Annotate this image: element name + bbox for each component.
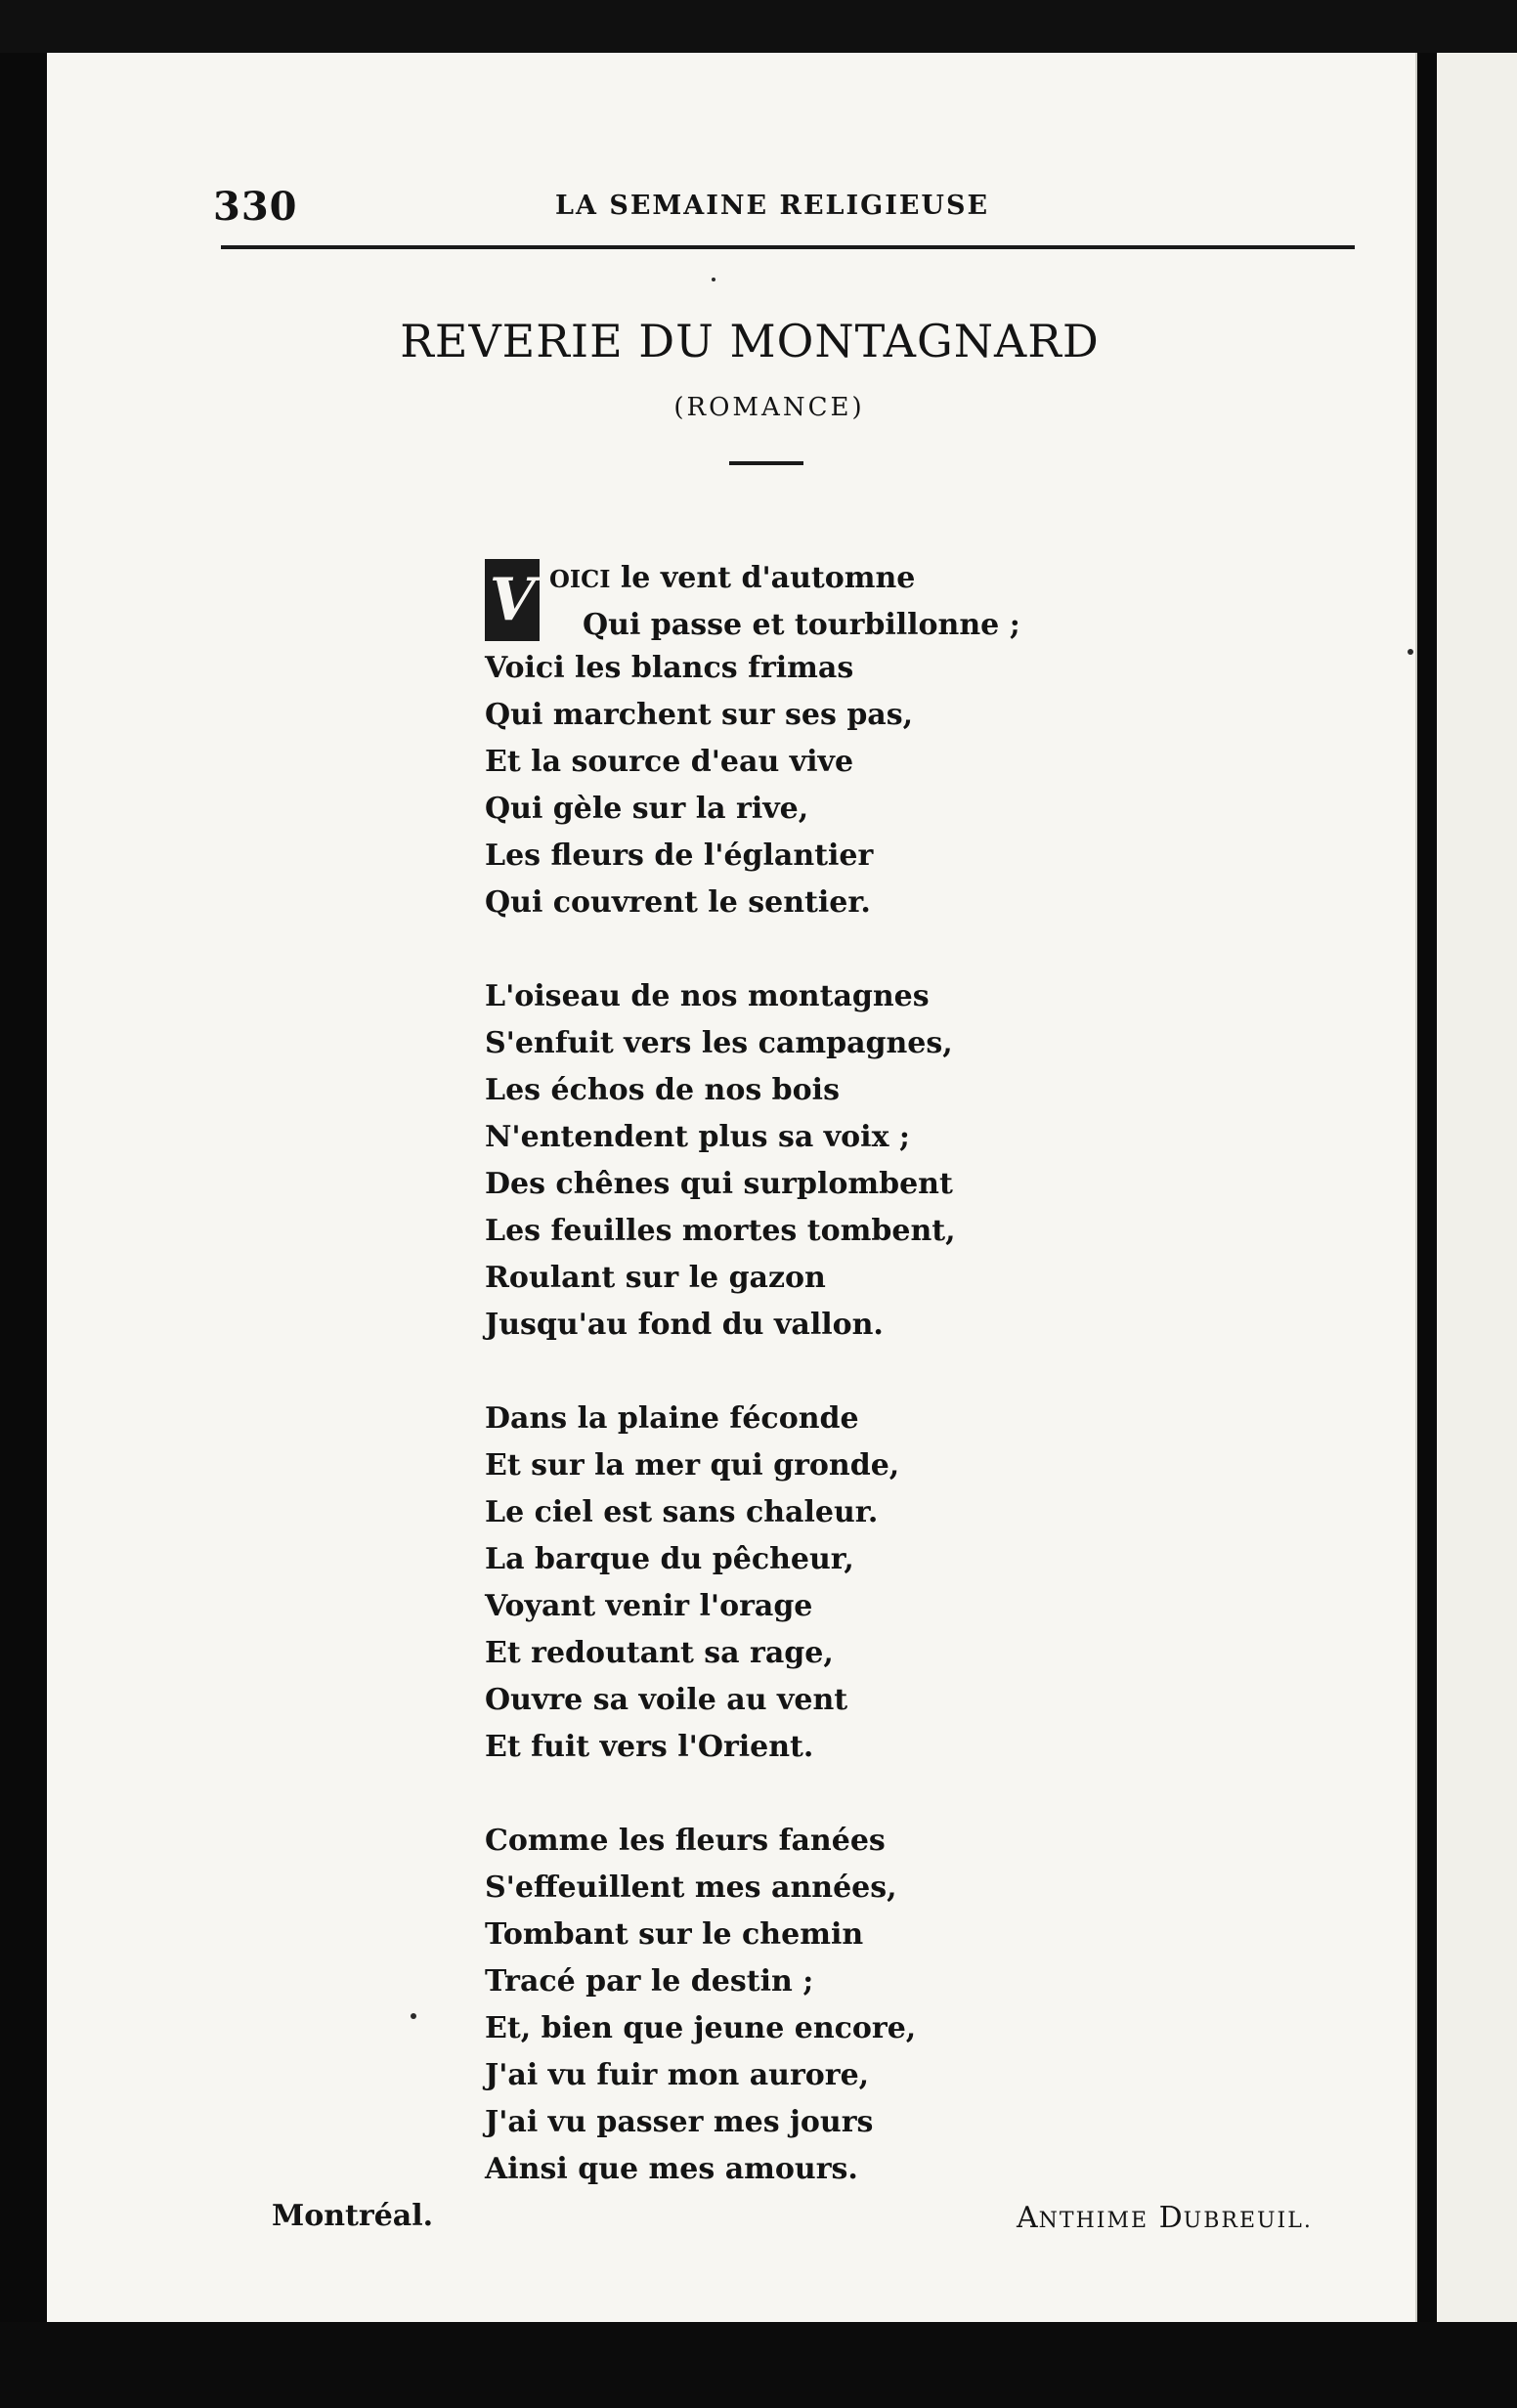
stanza-4	[485, 1818, 1149, 2193]
poem-line: Roulant sur le gazon	[485, 1261, 826, 1295]
page-number: 330	[213, 184, 298, 230]
poem-line: Qui gèle sur la rive,	[485, 792, 809, 826]
poem-line: Et sur la mer qui gronde,	[485, 1448, 900, 1483]
poem-line: Les fleurs de l'églantier	[485, 838, 874, 873]
film-border-bottom	[0, 2322, 1517, 2408]
poem-line: Ainsi que mes amours.	[485, 2152, 858, 2186]
poem-title: REVERIE DU MONTAGNARD	[400, 315, 1100, 367]
poem-line: Qui passe et tourbillonne ;	[583, 608, 1020, 642]
poem-line: Et redoutant sa rage,	[485, 1636, 834, 1670]
poem-line: La barque du pêcheur,	[485, 1542, 854, 1576]
author-last-name: UBREUIL.	[1183, 2209, 1313, 2233]
poem-line: Les échos de nos bois	[485, 1073, 840, 1107]
poem-line	[549, 555, 915, 603]
poem-line: L'oiseau de nos montagnes	[485, 979, 930, 1013]
adjacent-page-edge	[1437, 53, 1517, 2322]
line-text: le vent d'automne	[610, 561, 916, 595]
drop-cap-initial: V	[485, 559, 540, 641]
poem-line: Ouvre sa voile au vent	[485, 1683, 848, 1717]
scan-speck	[1408, 649, 1413, 655]
stanza-3	[485, 1396, 1149, 1771]
poem-line: S'effeuillent mes années,	[485, 1870, 897, 1905]
poem-line: J'ai vu passer mes jours	[485, 2105, 874, 2139]
author-signature	[1017, 2201, 1313, 2235]
poem-line: Le ciel est sans chaleur.	[485, 1495, 879, 1529]
poem-body	[485, 541, 1149, 2240]
title-rule	[729, 461, 803, 465]
opening-lines	[485, 541, 1149, 642]
poem-subtitle: (ROMANCE)	[673, 393, 865, 422]
stanza-1	[485, 541, 1149, 926]
poem-line: Et, bien que jeune encore,	[485, 2011, 917, 2045]
small-caps-word: OICI	[549, 565, 611, 593]
poem-line: Qui marchent sur ses pas,	[485, 698, 914, 732]
author-initial: D	[1158, 2201, 1184, 2235]
poem-line: Et la source d'eau vive	[485, 745, 854, 779]
poem-line: Voyant venir l'orage	[485, 1589, 813, 1623]
header-rule	[221, 245, 1355, 249]
poem-line: Et fuit vers l'Orient.	[485, 1730, 814, 1764]
stanza-2	[485, 973, 1149, 1349]
poem-line: S'enfuit vers les campagnes,	[485, 1026, 953, 1060]
running-head: LA SEMAINE RELIGIEUSE	[555, 191, 990, 221]
poem-line: Dans la plaine féconde	[485, 1401, 859, 1436]
author-initial: A	[1017, 2201, 1039, 2235]
book-page	[47, 53, 1417, 2322]
poem-line: Tracé par le destin ;	[485, 1964, 814, 1999]
scan-speck	[712, 278, 715, 281]
poem-line: N'entendent plus sa voix ;	[485, 1120, 910, 1154]
stanza-1-lines	[485, 645, 1149, 926]
poem-line: Qui couvrent le sentier.	[485, 885, 871, 920]
poem-line: Des chênes qui surplombent	[485, 1167, 953, 1201]
poem-line: Les feuilles mortes tombent,	[485, 1214, 956, 1248]
place-of-writing: Montréal.	[272, 2199, 434, 2233]
scan-speck	[411, 2013, 416, 2019]
poem-line: Voici les blancs frimas	[485, 651, 854, 685]
poem-line: Comme les fleurs fanées	[485, 1824, 886, 1858]
author-first-name: NTHIME	[1038, 2209, 1149, 2233]
film-border-top	[0, 0, 1517, 53]
poem-line: Jusqu'au fond du vallon.	[485, 1308, 884, 1342]
poem-line: Tombant sur le chemin	[485, 1917, 864, 1952]
poem-line: J'ai vu fuir mon aurore,	[485, 2058, 870, 2092]
